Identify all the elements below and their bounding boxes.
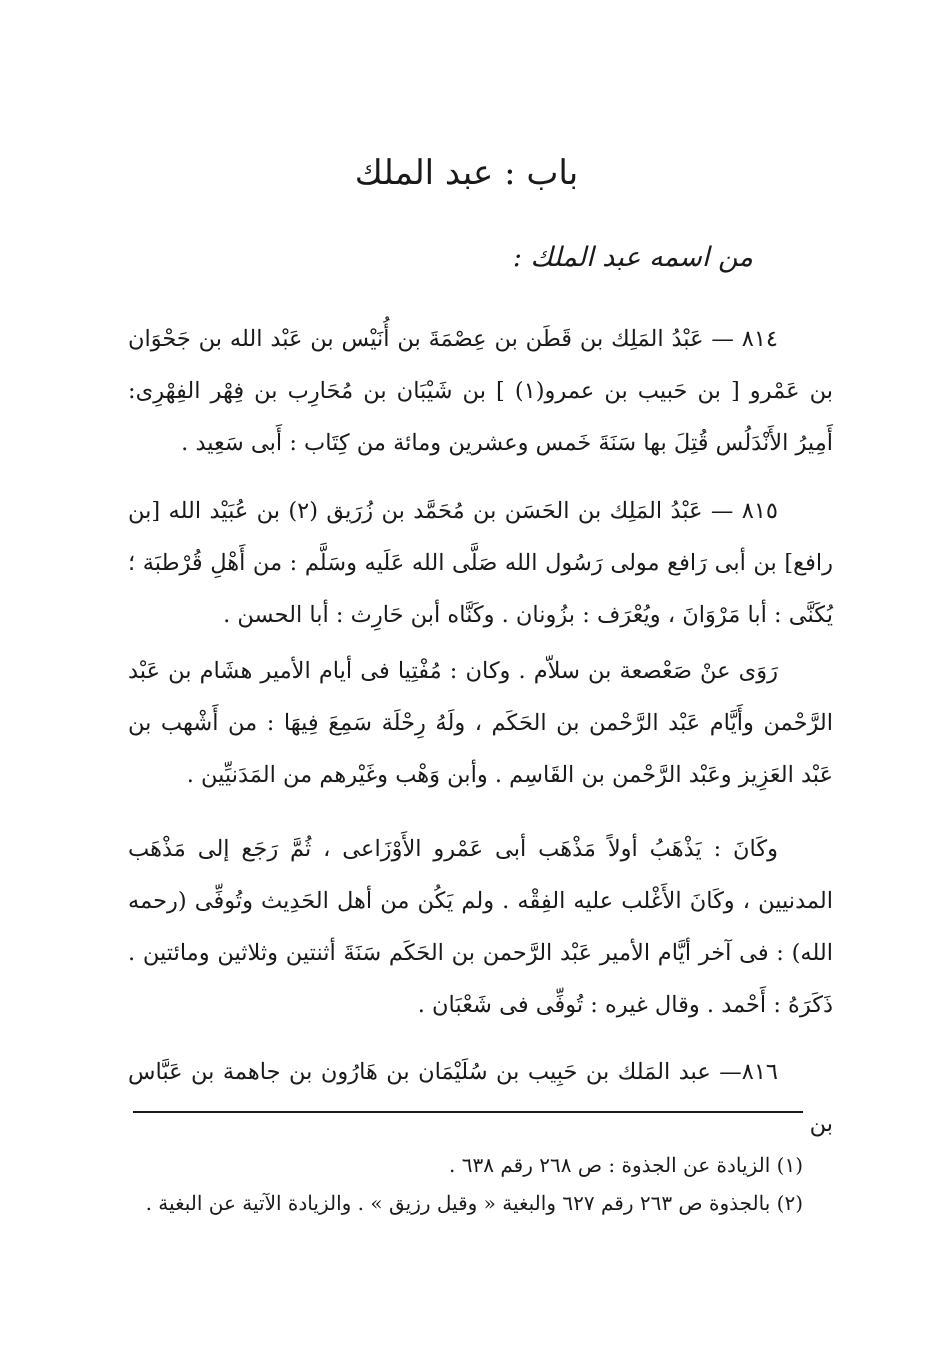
entry-816 bbox=[128, 1046, 833, 1150]
entry-816-text: ٨١٦— عبد المَلك بن حَبِيب بن سُلَيْمَان بن هَارُون بن جاهمة بن عَبَّاس بن bbox=[128, 1059, 833, 1137]
entry-815 bbox=[128, 485, 833, 641]
footnotes bbox=[113, 1146, 803, 1222]
entry-814 bbox=[128, 313, 833, 469]
section-heading: من اسمه عبد الملك : bbox=[512, 242, 753, 273]
footnote-2: (٢) بالجذوة ص ٢٦٣ رقم ٦٢٧ والبغية « وقيل رزيق » . والزيادة الآتية عن البغية . bbox=[145, 1191, 803, 1215]
entry-815-paragraph-2 bbox=[128, 645, 833, 801]
footnote-1: (١) الزيادة عن الجذوة : ص ٢٦٨ رقم ٦٣٨ . bbox=[449, 1153, 803, 1177]
entry-815-text: ٨١٥ — عَبْدُ المَلِك بن الحَسَن بن مُحَمَّد بن زُرَيق (٢) بن عُبَيْد الله [بن رافع] بن أبى رَافع مولى رَسُول الله صَلَّى الله عَلَيه وسَلَّم : من أَهْلِ قُرْطبَة ؛ يُكَنَّى : أبا مَرْوَانَ ، ويُعْرَف : بزُونان . وكَنَّاه أبن حَارِث : أبا الحسن . bbox=[128, 498, 833, 628]
page-title: باب : عبد الملك bbox=[354, 153, 579, 193]
entry-814-text: ٨١٤ — عَبْدُ المَلِك بن قَطَن بن عِصْمَةَ بن أُنَيْس بن عَبْد الله بن جَحْوَان بن عَمْرو [ بن حَبيب بن عمرو(١) ] بن شَيْبَان بن مُحَارِب بن فِهْر الفِهْرِى: أَمِيرُ الأَنْدَلُس قُتِلَ بها سَنَةَ خَمس وعشرين ومائة من كِتَاب : أَبى سَعِيد . bbox=[128, 326, 833, 456]
entry-815-paragraph-3-text: وكَانَ : يَذْهَبُ أولاً مَذْهَب أبى عَمْرو الأَوْزَاعى ، ثُمَّ رَجَع إلى مَذْهَب المدنيين ، وكَانَ الأَغْلب عليه الفِقْه . ولم يَكُن من أهل الحَدِيث وتُوفِّى (رحمه الله) : فى آخر أيَّام الأمير عَبْد الرَّحمن بن الحَكَم سَنَةَ أثنتين وثلاثين ومائتين . ذَكَرَهُ : أَحْمد . وقال غيره : تُوفِّى فى شَعْبَان . bbox=[128, 836, 833, 1018]
entry-815-paragraph-2-text: رَوَى عنْ صَعْصعة بن سلاّم . وكان : مُفْتِيا فى أيام الأمير هشَام بن عَبْد الرَّحْمن وأَيَّام عَبْد الرَّحْمن بن الحَكَم ، ولَهُ رِحْلَة سَمِعَ فِيهَا : من أَشْهب بن عَبْد العَزِيز وعَبْد الرَّحْمن بن القَاسِم . وأبن وَهْب وغَيْرهم من المَدَنيِّين . bbox=[128, 658, 833, 788]
footnote-separator bbox=[133, 1111, 803, 1113]
entry-815-paragraph-3 bbox=[128, 823, 833, 1031]
